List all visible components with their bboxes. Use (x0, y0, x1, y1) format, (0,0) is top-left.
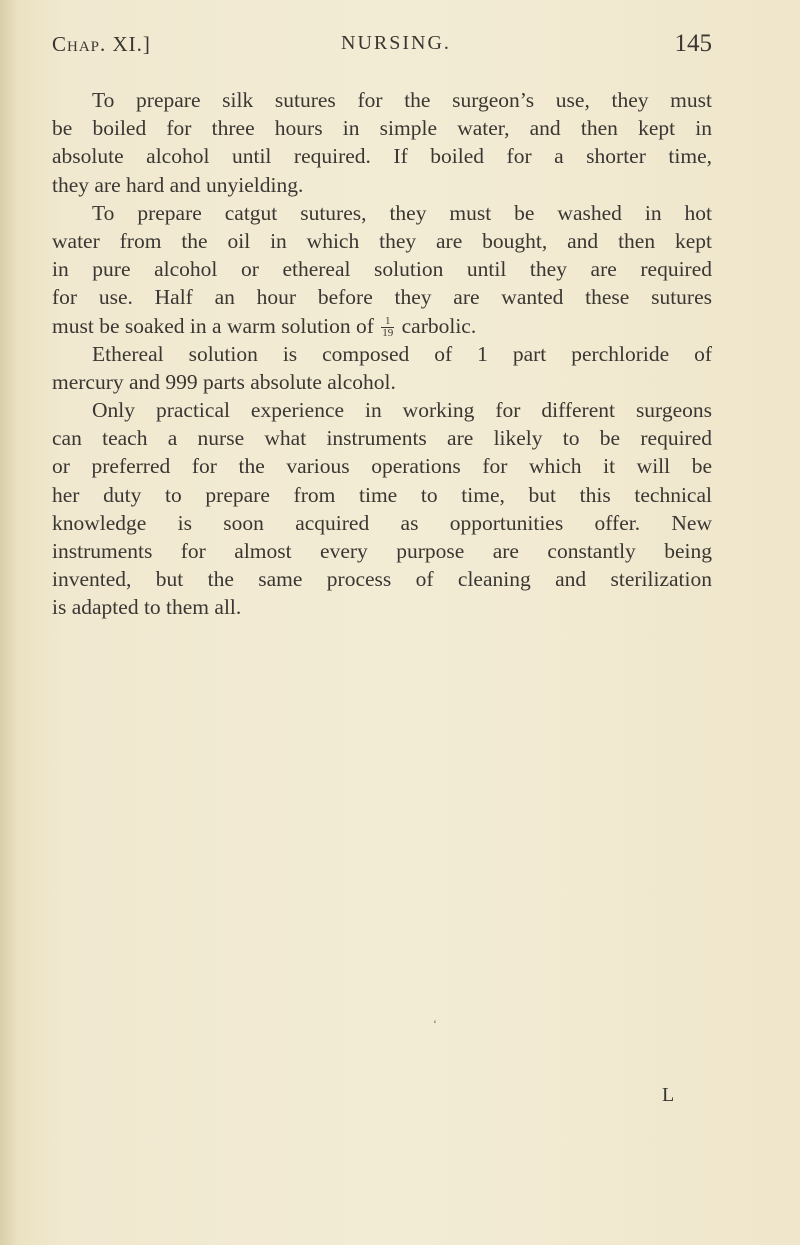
page-number: 145 (674, 30, 712, 57)
text-line: in pure alcohol or ethereal solution until they are required (52, 257, 712, 282)
text-line: absolute alcohol until required. If boiled for a shorter time, (52, 144, 712, 169)
fraction-denominator: 19 (382, 327, 394, 340)
chapter-label: Chap. XI.] (52, 32, 151, 56)
text-line: To prepare catgut sutures, they must be washed in hot (92, 200, 712, 225)
fraction (381, 316, 394, 339)
text-line: mercury and 999 parts absolute alcohol. (52, 369, 396, 394)
text-line-with-fraction (52, 312, 712, 340)
signature-mark: L (662, 1084, 675, 1106)
text-line-part: must be soaked in a warm solution of (52, 313, 374, 338)
text-line: they are hard and unyielding. (52, 172, 304, 197)
gutter-shadow (0, 0, 18, 1245)
text-line: invented, but the same process of cleaning and sterilization (52, 567, 712, 592)
body-text (52, 86, 712, 622)
text-line: can teach a nurse what instruments are likely to be required (52, 426, 712, 451)
stray-mark: ‘ (433, 1017, 437, 1031)
text-line: To prepare silk sutures for the surgeon’s use, they must (92, 88, 712, 112)
text-line: her duty to prepare from time to time, but this technical (52, 482, 712, 507)
text-line: water from the oil in which they are bought, and then kept (52, 228, 712, 253)
text-line-part: carbolic. (401, 313, 477, 338)
text-line: knowledge is soon acquired as opportunities offer. New (52, 510, 712, 535)
fraction-numerator: 1 (381, 316, 394, 328)
running-header (52, 32, 712, 62)
text-line: is adapted to them all. (52, 595, 242, 620)
running-title: NURSING. (341, 32, 451, 54)
text-line: Only practical experience in working for different surgeons (92, 398, 712, 423)
text-line: or preferred for the various operations for which it will be (52, 454, 712, 479)
text-line: be boiled for three hours in simple water, and then kept in (52, 116, 712, 141)
text-line: instruments for almost every purpose are constantly being (52, 539, 712, 563)
text-line: Ethereal solution is composed of 1 part perchloride of (92, 341, 712, 366)
text-line: for use. Half an hour before they are wanted these sutures (52, 285, 712, 310)
